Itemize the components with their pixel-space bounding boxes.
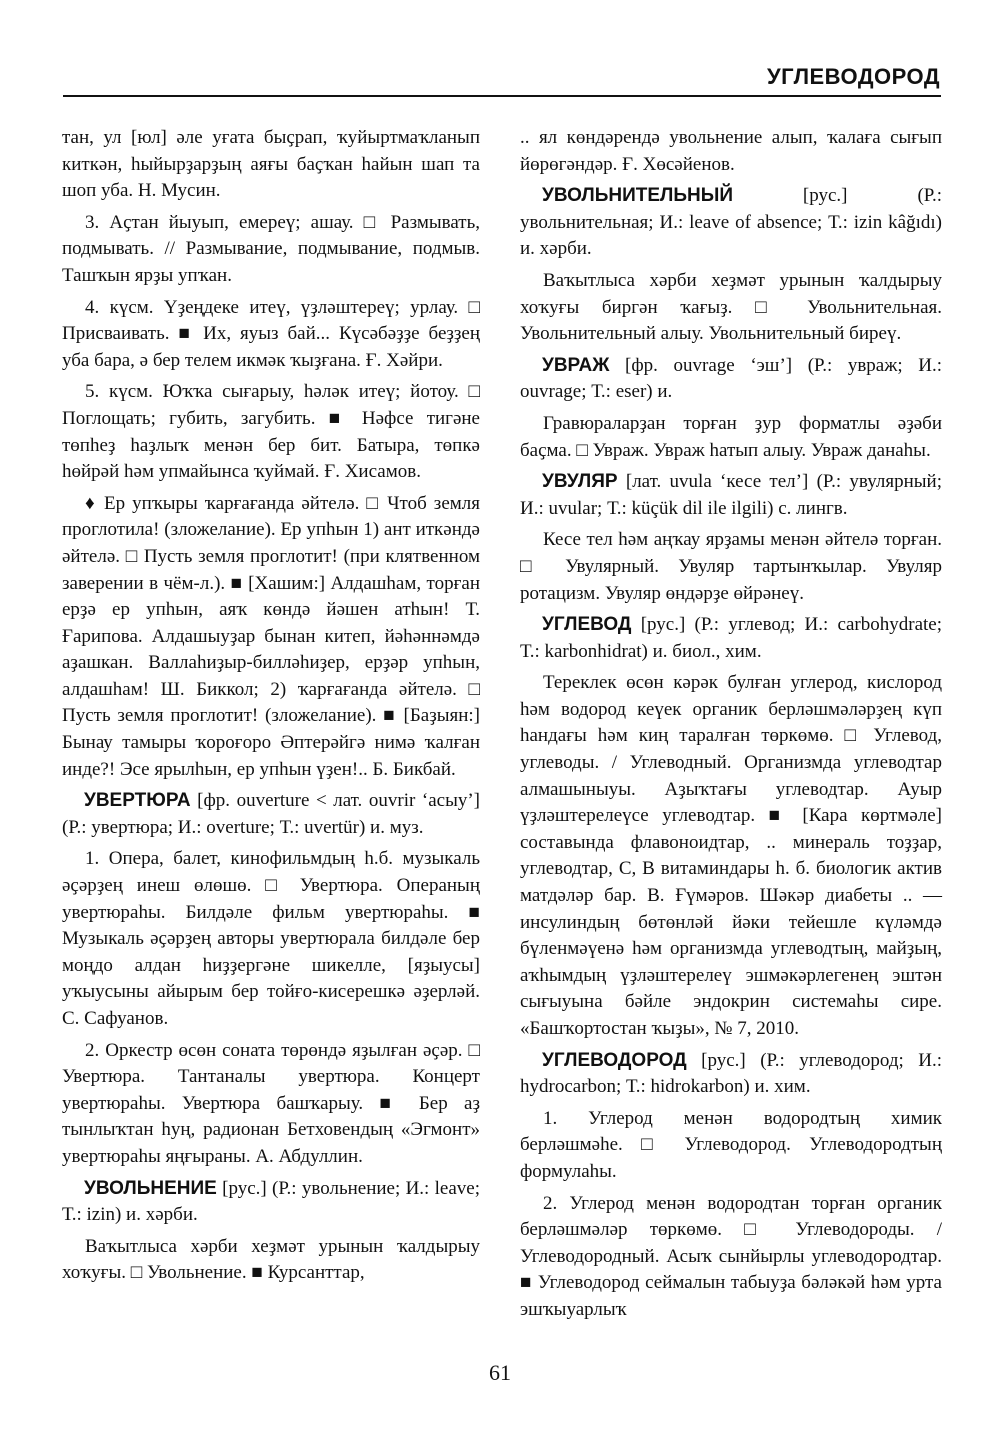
entry-etymology: [фр. ouvrage ‘эш’] (Р.: увраж; И.: ouvrage; Т.: eser) и. <box>520 354 942 403</box>
entry-headword: УВОЛЬНЕНИЕ <box>84 1177 217 1199</box>
running-head: УГЛЕВОДОРОД <box>766 64 940 89</box>
definition-paragraph: ♦ Ер упҡыры ҡарғағанда әйтелә. □ Чтоб земля проглотила! (зложелание). Ер упһын 1) ант иткәндә әйтелә. □ Пусть земля проглотит! (при клятвенном заверении в чём-л.). ■ [Хашим:] Алдашһам, торған ерҙә ер упһын, аяҡ көндә йәшен атһын! Т. Ғарипова. Алдашыуҙар бынан китеп, йәһәннәмдә аҙашкан. Валлаһиҙыр-билләһиҙер, ерҙәр упһын, алдашһам! Ш. Биккол; 2) ҡарғағанда әйтелә. □ Пусть земля проглотит! (зложелание). ■ [Баҙыян:] Бынау тамыры ҡороғоро Әптерәйгә нимә ҡалған инде?! Эсе ярылһын, ер упһын үҙен!.. Б. Бикбай. <box>62 492 480 780</box>
header-rule <box>63 95 941 97</box>
dictionary-entry <box>520 469 942 522</box>
definition-paragraph: Тереклек өсөн кәрәк булған углерод, кислород һәм водород кеүек органик берләшмәләрҙең күп һандағы һәм киң таралған төркөмө. □ Углевод, углеводы. / Углеводный. Организмда углеводтар алмашыныуы. Аҙыҡтағы углеводтар. Ауыр үҙләштерелеүсе углеводтар. ■ [Кара көртмәле] составында флавоноидтар, .. минераль тоҙҙар, углеводтар, С, В витаминдары һ. б. биологик актив матдәләр бар. В. Ғүмәров. Шәкәр диабеты .. — инсулиндың бөтөнләй йәки тейешле күләмдә бүленмәүенә һәм организмда углеводтың, майҙың, аҡһымдың үҙләштерелеү эшмәкәрлегенең эштән сығыуына бәйле эндокрин системаһы сире. «Башҡортостан ҡыҙы», № 7, 2010. <box>520 672 942 1039</box>
definition-paragraph: Ваҡытлыса хәрби хеҙмәт урынын ҡалдырыу хоҡуғы биргән ҡағыҙ. □ Увольнительная. Увольнительный алыу. Увольнительный биреү. <box>520 269 942 345</box>
definition-paragraph: Кесе тел һәм аңҡау ярҙамы менән әйтелә торған. □ Увулярный. Увуляр тартынҡылар. Увуляр ротацизм. Увуляр өндәрҙе өйрәнеү. <box>520 529 942 604</box>
entry-etymology: [рус.] (Р.: углеводород; И.: hydrocarbon; Т.: hidrokarbon) и. хим. <box>520 1049 942 1098</box>
entry-headword: УВУЛЯР <box>542 471 618 493</box>
dictionary-entry <box>62 788 480 841</box>
definition-paragraph: 1. Опера, балет, кинофильмдың һ.б. музыкаль әҫәрҙең инеш өлөшө. □ Увертюра. Операның увертюраһы. Билдәле фильм увертюраһы. ■ Музыкаль әҫәрҙең авторы увертюрала билдәле бер моңдо алдан һиҙҙергәне шикелле, [яҙыусы] уҡыусыны айырым бер тойғо-кисерешкә әҙерләй. С. Сафуанов. <box>62 848 480 1029</box>
left-column <box>62 125 480 1292</box>
definition-paragraph: Ваҡытлыса хәрби хеҙмәт урынын ҡалдырыу хоҡуғы. □ Увольнение. ■ Курсанттар, <box>62 1235 480 1284</box>
entry-headword: УВЕРТЮРА <box>84 790 191 812</box>
definition-paragraph: 3. Аҫтан йыуып, емереү; ашау. □ Размывать, подмывать. // Размывание, подмывание, подмыв. Ташҡын ярҙы упҡан. <box>62 211 480 286</box>
right-column <box>520 125 942 1329</box>
definition-paragraph: Гравюраларҙан торған ҙур форматлы әҙәби баҫма. □ Увраж. Увраж һатып алыу. Увраж данаһы. <box>520 412 942 461</box>
dictionary-entry <box>520 353 942 406</box>
entry-headword: УВРАЖ <box>542 354 610 376</box>
continued-paragraph: .. ял көндәрендә увольнение алып, ҡалаға сығып йөрөгәндәр. Ғ. Хөсәйенов. <box>520 127 942 175</box>
continued-paragraph: тан, ул [юл] әле уғата быҫрап, ҡуйыртмаҡланып киткән, һыйырҙарҙың аяғы баҫҡан һайын шап та шоп уба. Н. Мусин. <box>62 127 480 202</box>
entry-etymology: [рус.] (Р.: увольнение; И.: leave; Т.: izin) и. хәрби. <box>62 1177 480 1226</box>
entry-etymology: [лат. uvula ‘кесе тел’] (Р.: увулярный; И.: uvular; Т.: küçük dil ile ilgili) с. лингв. <box>520 471 943 519</box>
entry-headword: УГЛЕВОДОРОД <box>542 1049 687 1071</box>
definition-paragraph: 2. Углерод менән водородтан торған органик берләшмәләр төркөмө. □ Углеводороды. / Углеводородный. Асыҡ сынйырлы углеводородтар. ■ Углеводород сеймалын табыуҙа бәләкәй һәм урта эшҡыуарлыҡ <box>520 1192 942 1320</box>
definition-paragraph: 4. күсм. Үҙеңдеке итеү, үҙләштереү; урлау. □ Присваивать. ■ Их, яуыз бай... Күсәбәҙҙе беҙҙең уба бара, ә бер телем икмәк ҡыҙғана. Ғ. Хәйри. <box>62 296 480 371</box>
definition-paragraph: 2. Оркестр өсөн соната төрөндә яҙылған әҫәр. □ Увертюра. Тантаналы увертюра. Концерт увертюраһы. Увертюра башҡарыу. ■ Бер аҙ тынлыҡтан һуң, радионан Бетховендың «Эгмонт» увертюраһы яңғыраны. А. Абдуллин. <box>62 1039 480 1167</box>
entry-etymology: [рус.] (Р.: увольнительная; И.: leave of absence; Т.: izin kâğıdı) и. хәрби. <box>520 185 942 260</box>
entry-headword: УГЛЕВОД <box>542 614 632 636</box>
page-number: 61 <box>489 1360 511 1385</box>
definition-paragraph: 5. күсм. Юҡҡа сығарыу, һәләк итеү; йотоу. □ Поглощать; губить, загубить. ■ Нәфсе тигәне төпһеҙ һаҙлыҡ менән бер бит. Батыра, төпкә һөйрәй һәм упмайынса ҡуймай. Ғ. Хисамов. <box>62 381 480 483</box>
dictionary-entry <box>520 183 942 263</box>
entry-headword: УВОЛЬНИТЕЛЬНЫЙ <box>542 185 733 207</box>
entry-etymology: [фр. ouverture < лат. ouvrir ‘асыу’] (Р.: увертюра; И.: overture; Т.: uvertür) и. муз. <box>62 790 481 838</box>
dictionary-entry <box>62 1176 480 1229</box>
dictionary-entry <box>520 1048 942 1101</box>
definition-paragraph: 1. Углерод менән водородтың химик берләшмәһе. □ Углеводород. Углеводородтың формулаһы. <box>520 1107 942 1182</box>
dictionary-entry <box>520 612 942 665</box>
entry-etymology: [рус.] (Р.: углевод; И.: carbohydrate; Т.: karbonhidrat) и. биол., хим. <box>520 614 942 662</box>
